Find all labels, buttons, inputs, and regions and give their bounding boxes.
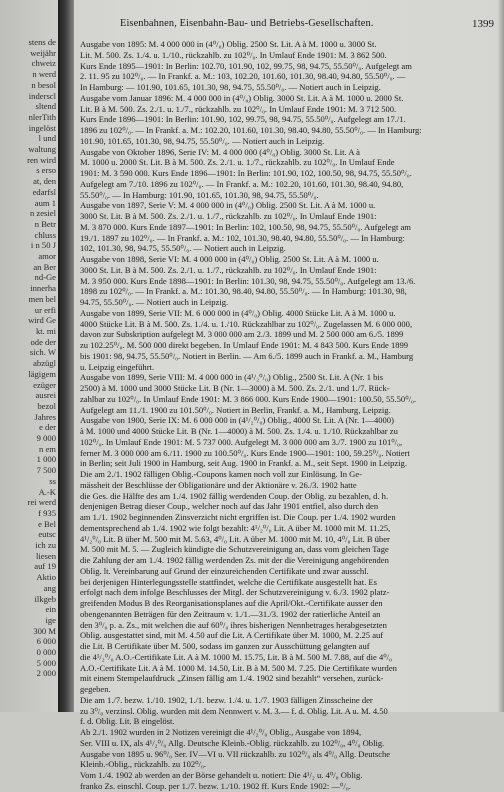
text-line: zu 102.25⁰/₀. M. 500 000 direkt begeben. In Umlauf Ende 1901: M. 4 843 500. Kurs Ende 1899 [80,340,409,350]
text-line: obengenannten Beträgen für den Zeitraum v. 1./1.—31./3. 1902 der ratierliche Anteil an [80,608,381,619]
text-line: 2. 11. 95 zu 102⁰/₀. — In Frankf. a. M.: 103, 102.20, 101.60, 101.30, 98.40, 94.80, 55.50⁰/₀. — [80,71,406,82]
running-header [80,18,496,32]
adjacent-page-text [0,37,58,679]
text-line: 4¹/₂⁰/₀ Lit. B über M. 500 mit M. 5.63, 4⁰/₀ Lit. A über M. 1000 mit M. 10, 4⁰/₀ Lit. B über [80,533,390,544]
book-gutter [58,0,74,712]
text-line: 4000 Stücke Lit. B à M. 500. Zs. 1./4. u. 1./10. Rückzahlbar zu 102⁰/₀. Zugelassen M. 6 000 000, [80,318,413,329]
text-line: Kurs Ende 1896—1901: In Berlin: 101.90, 102, 99.75, 98, 94.75, 55.50⁰/₀. Aufgelegt am 17./1. [80,114,406,125]
margin-line: ren wird [27,154,56,165]
margin-line: ich zu [35,540,56,551]
margin-line: weijähr [30,47,56,58]
margin-line: n zesiel [29,208,56,219]
text-line: f. d. Oblig. Lit. B eingelöst. [80,716,175,727]
text-line: Oblig. ausgestattet sind, mit M. 4.50 auf die Lit. A Certifikate über M. 1000, M. 2.25 auf [80,630,384,641]
margin-line: amor [38,251,56,262]
text-line: Kurs Ende 1895—1901: In Berlin: 102.70, 101.90, 102, 99.75, 98, 94.75, 55.50⁰/₀. Aufgelegt am [80,60,412,71]
adjacent-page-strip [0,0,58,712]
margin-line: f 935 [38,507,56,518]
text-line: Ausgabe von 1895: M. 4 000 000 in (4⁰/₀) Oblig. 2500 St. Lit. A à M. 1000 u. 3000 St. [80,39,377,49]
text-line: 101.90, 101.65, 101.30, 98, 94.75, 55.50⁰/₀. — Notiert auch in Leipzig. [80,135,325,146]
text-line: zu 3⁰/₀ verzinsl. Oblig. wurden mit dem Nennwert v. M. 3.— f. d. Oblig. Lit. A u. M. 4.50 [80,705,388,716]
text-line: Ausgabe von 1899, Serie VII: M. 6 000 000 in (4⁰/₀) Oblig. 4000 Stücke Lit. A à M. 1000 u. [80,307,396,318]
page-number: 1399 [472,18,494,30]
text-line: M. 3 870 000. Kurs Ende 1897—1901: In Berlin: 102, 100.50, 98, 94.75, 55.50⁰/₀. Aufgelegt am [80,221,411,232]
margin-line: 300 M [33,625,56,636]
text-line: ferner M. 3 000 000 am 6./11. 1900 zu 100.50⁰/₀. Kurs Ende 1900—1901: 100, 59.25⁰/₀. Notiert [80,447,410,458]
text-line: Die am 1./7. bezw. 1./10. 1902, 1./1. bezw. 1./4. u. 1./7. 1903 fälligen Zinsscheine der [80,694,373,705]
text-line: dementsprechend ab 1./4. 1902 wie folgt bezahlt: 4¹/₂⁰/₀ Lit. A über M. 1000 mit M. 11.25, [80,522,391,533]
text-line: 19./1. 1897 zu 102⁰/₀. — In Frankf. a. M.: 102, 101.30, 98.40, 94.80, 55.50⁰/₀. — In Hamburg: [80,232,405,243]
text-line: Lit. B à M. 500. Zs. 2./1. u. 1./7., rückzahlb. zu 102⁰/₀. In Umlauf Ende 1901: M. 3 712 500. [80,103,397,114]
text-line: Ab 2./1. 1902 wurden in 2 Notizen vereinigt die 4¹/₂⁰/₀ Oblig., Ausgabe von 1894, [80,727,362,737]
text-line: die Ges. die Hälfte des am 1./4. 1902 fällig werdenden Coup. der Oblig. zu bezahlen, d. h. [80,490,389,501]
margin-line: men bel [28,293,56,304]
text-line: 3000 St. Lit. B à M. 500. Zs. 2./1. u. 1./7., rückzahlb. zu 102⁰/₀. In Umlauf Ende 1901: [80,211,377,221]
text-line: Vom 1./4. 1902 ab werden an der Börse gehandelt u. notiert: Die 4¹/₂ u. 4⁰/₀ Oblig. [80,770,363,780]
text-line: In Hamburg: — 101.90, 101.65, 101.30, 98, 94.75, 55.50⁰/₀. — Notiert auch in Leipzig. [80,82,381,92]
margin-line: eutsc [38,529,56,540]
body-text [80,39,498,792]
margin-line: ilkgeb [34,593,56,604]
margin-line: n em [39,443,56,454]
margin-line: 6 000 [36,636,56,647]
margin-line: waltung [28,144,56,155]
text-line: M. 3 950 000. Kurs Ende 1898—1901: In Berlin: 101.30, 98, 94.75, 55.50⁰/₀. Aufgelegt am 13./6. [80,275,416,286]
text-line: greifenden Modus B des Reorganisationsplanes auf die April/Okt.-Certifikate ausser den [80,598,383,608]
text-line: Ausgabe von 1900, Serie IX: M. 6 000 000 in (4¹/₂⁰/₀) Oblig., 4000 St. Lit. A (Nr. 1—4000) [80,415,394,426]
margin-line: wird Ge [28,315,56,326]
margin-line: inderscl [28,90,56,101]
margin-line: chweiz [31,58,56,69]
margin-line: liesen [35,550,56,561]
text-line: Die am 2./1. 1902 fälligen Oblig.-Coupons kamen noch voll zur Einlösung. In Ge- [80,469,362,479]
text-line: bis 1901: 98, 94.75, 55.50⁰/₀. Notiert in Berlin. — Am 6./5. 1899 auch in Frankf. a. M., Hamburg [80,350,414,361]
text-line: A.O.-Certifikate Lit. A à M. 1000 M. 14.50, Lit. B à M. 500 M. 7.25. Die Certifikate wurden [80,662,397,673]
text-line: die Zahlung der am 1./4. 1902 fällig werdenden Zs. mit der die Vereinigung angehörenden [80,555,389,565]
margin-line: kt. mi [35,325,56,336]
text-line: M. 1000 u. 2000 St. Lit. B à M. 500. Zs. 2./1. u. 1./7., rückzahlb. zu 102⁰/₀. In Umlauf Ende [80,157,395,168]
text-line: am 1./1. 1902 beginnenden Zinsverzicht nicht ergriffen ist. Die Coup. per 1./4. 1902 wurden [80,512,396,522]
text-line: Ausgabe vom Januar 1896: M. 4 000 000 in (4⁰/₀) Oblig. 3000 St. Lit. A à M. 1000 u. 2000 St. [80,92,404,103]
text-line: Ser. VIII u. IX, als 4¹/₂⁰/₀ Allg. Deutsche Kleinb.-Oblig. rückzahlb. zu 102⁰/₀, 4⁰/₀ Oblig. [80,737,385,748]
margin-line: ige [45,614,56,625]
text-line: gegeben. [80,684,111,694]
margin-line: sltend [35,101,56,112]
text-line: 1901: M. 3 590 000. Kurs Ende 1896—1901: In Berlin: 101.90, 102, 100.50, 98, 94.75, 55.50⁰/₀. [80,168,412,178]
text-line: 94.75, 55.50⁰/₀. — Notiert auch in Leipzig. [80,297,229,307]
margin-line: aum 1 [34,197,56,208]
text-line: mit einem Stempelaufdruck „Zinsen fällig am 1./4. 1902 sind bezahlt“ versehen, zurück- [80,673,384,684]
margin-line: bezol [37,400,56,411]
text-line: mässheit der Beschlüsse der Obligationäre und der Aktionäre v. 26./3. 1902 hatte [80,479,357,490]
margin-line: e Bel [38,518,56,529]
margin-line: 1 000 [36,454,56,465]
text-line: Ausgabe von 1897, Serie V: M. 4 000 000 in (4⁰/₀) Oblig. 2500 St. Lit. A à M. 1000 u. [80,200,376,211]
margin-line: ang [43,582,56,593]
text-line: 55.50⁰/₀. — In Hamburg: 101.90, 101.65, 101.30, 98, 94.75, 55.50⁰/₀. [80,189,319,200]
text-line: 102⁰/₀. In Umlauf Ende 1901: M. 5 737 000. Aufgelegt M. 3 000 000 am 3./7. 1900 zu 101⁰/₀, [80,436,403,447]
margin-line: ein [45,604,56,615]
text-line: Ausgabe von 1895 u. 96⁰/₀ Ser. IV—VI u. VII rückzahlb. zu 102⁰/₀ als 4⁰/₀ Allg. Deutsche [80,748,391,759]
margin-line: ss [49,475,56,486]
margin-line: innerha [30,283,56,294]
margin-line: n werd [32,69,56,80]
margin-line: lägigem [28,368,56,379]
text-line: 1898 zu 102⁰/₀. — In Frankf. a. M.: 101.30, 98.40, 94.80, 55.50⁰/₀. — In Hamburg: 101.30, 98, [80,286,407,297]
margin-line: nlerTith [28,111,56,122]
text-line: Ausgabe von Oktober 1896, Serie IV: M. 4 000 000 (4⁰/₀) Oblig. 3000 St. Lit. A à [80,146,360,157]
text-line: 2500) à M. 1000 und 3000 Stücke Lit. B (Nr. 1—3000) à M. 500. Zs. 2./1. und 1./7. Rück- [80,383,390,393]
margin-line: at, den [33,176,56,187]
text-line: zahlbar zu 102⁰/₀. In Umlauf Ende 1901: M. 3 866 000. Kurs Ende 1900—1901: 100.50, 55.50⁰/₀. [80,393,417,404]
text-line: den 3⁰/₀ p. a. Zs., mit welchen die auf 60⁰/₀ ihres bisherigen Nennbetrages herabgesetzten [80,619,387,630]
margin-line: sich. W [29,347,56,358]
text-line: franko Zs. einschl. Coup. per 1./7. bezw. 1./10. 1902 ff. Kurs Ende 1902: —⁰/₀. [80,780,351,791]
margin-line: Jahres [34,411,56,422]
text-line: 102, 101.30, 98, 94.75, 55.50⁰/₀. — Notiert auch in Leipzig. [80,243,286,254]
margin-line: e der [39,422,56,433]
margin-line: chluss [34,229,56,240]
text-line: Ausgabe von 1899, Serie VIII: M. 4 000 000 in (4¹/₂⁰/₀) Oblig., 2500 St. Lit. A (Nr. 1 bis [80,372,384,383]
margin-line: n Betr [34,218,56,229]
text-line: bei derjenigen Hinterlegungsstelle stattfindet, welche die Certifikate ausgestellt hat. Es [80,576,377,587]
margin-line: Aktio [36,572,56,583]
text-line: erfolgt nach dem infolge Beschlusses der Mitgl. der Schutzvereinigung v. 6./3. 1902 platz- [80,587,390,598]
margin-line: 9 000 [36,433,56,444]
margin-line: ezüger [33,379,56,390]
text-line: Oblig. lt. Vereinbarung auf Grund der einzureichenden Certifikate und zwar ausschl. [80,565,369,576]
margin-line: ausrei [35,390,56,401]
margin-line: 7 500 [36,465,56,476]
header-title: Eisenbahnen, Eisenbahn-Bau- und Betriebs-Gesellschaften. [120,18,374,29]
text-line: Kleinb.-Oblig., rückzahlb. zu 102⁰/₀. [80,759,207,770]
page-edge [498,0,504,712]
text-line: in Berlin; seit Juli 1900 in Hamburg, seit Aug. 1900 in Frankf. a. M., seit Sept. 1900 in Leipzig. [80,458,407,469]
margin-line: ingelöst [28,122,56,133]
margin-line: edarfsl [32,186,56,197]
text-line: denjenigen Betrag dieser Coup., welcher noch auf das Jahr 1901 entfiel, also durch den [80,501,379,512]
text-line: u. Leipzig eingeführt. [80,361,155,372]
text-line: à M. 1000 und 4000 Stücke Lit. B (Nr. 1—4000) à M. 500. Zs. 1./4. u. 1./10. Rückzahlbar zu [80,426,398,436]
margin-line: stens de [28,37,56,47]
text-line: 1896 zu 102⁰/₀. — In Frankf. a. M.: 102.20, 101.60, 101.30, 98.40, 94.80, 55.50⁰/₀. — In Hamburg: [80,125,422,135]
margin-line: abzügl [33,358,56,369]
text-line: die 4¹/₂⁰/₀ A.O.-Certifikate Lit. A à M. 1000 M. 15.75, Lit. B à M. 500 M. 7.88, auf die 4⁰/₀ [80,651,393,662]
margin-line: i n 50 J [30,240,56,251]
margin-line: n besol [31,79,56,90]
margin-line: 2 000 [36,668,56,679]
margin-line: l und [38,133,56,144]
margin-line: 0 000 [36,647,56,658]
text-line: 3000 St. Lit. B à M. 500. Zs. 2./1. u. 1./7., rückzahlb. zu 102⁰/₀. In Umlauf Ende 1901: [80,264,377,275]
margin-line: A.-K [38,486,56,497]
text-line: Ausgabe von 1898, Serie VI: M. 4 000 000 in (4⁰/₀) Oblig. 2500 St. Lit. A à M. 1000 u. [80,254,379,264]
margin-line: ur erfi [34,304,56,315]
margin-line: 5 000 [36,657,56,668]
text-line: M. 500 mit M. 5. — Zugleich kündigte die Schutzvereinigung an, dass vom gleichen Tage [80,544,389,555]
text-line: davon zur Subskription aufgelegt M. 3 000 000 am 2./3. 1899 und M. 2 500 000 am 6./5. 1899 [80,329,404,340]
text-line: Lit. M. 500. Zs. 1./4. u. 1./10., rückzahlb. zu 102⁰/₀. In Umlauf Ende 1901: M. 3 862 500. [80,49,387,60]
margin-line: s erso [36,165,56,176]
margin-line: nd-Ge [34,272,56,283]
text-line: Aufgelegt am 11./1. 1900 zu 101.50⁰/₀. Notiert in Berlin, Frankf. a. M., Hamburg, Leipzig. [80,404,391,415]
text-line: die Lit. B Certifikate über M. 500, sodass im ganzen zur Ausschüttung gelangten auf [80,641,370,651]
margin-line: rei werd [27,497,56,508]
margin-line: auf 19 [34,561,56,572]
margin-line: ode der [30,336,56,347]
margin-line: an Ber [33,261,56,272]
text-line: Aufgelegt am 7./10. 1896 zu 102⁰/₀. — In Frankf. a. M.: 102.20, 101.60, 101.30, 98.40, 94.80, [80,178,404,189]
